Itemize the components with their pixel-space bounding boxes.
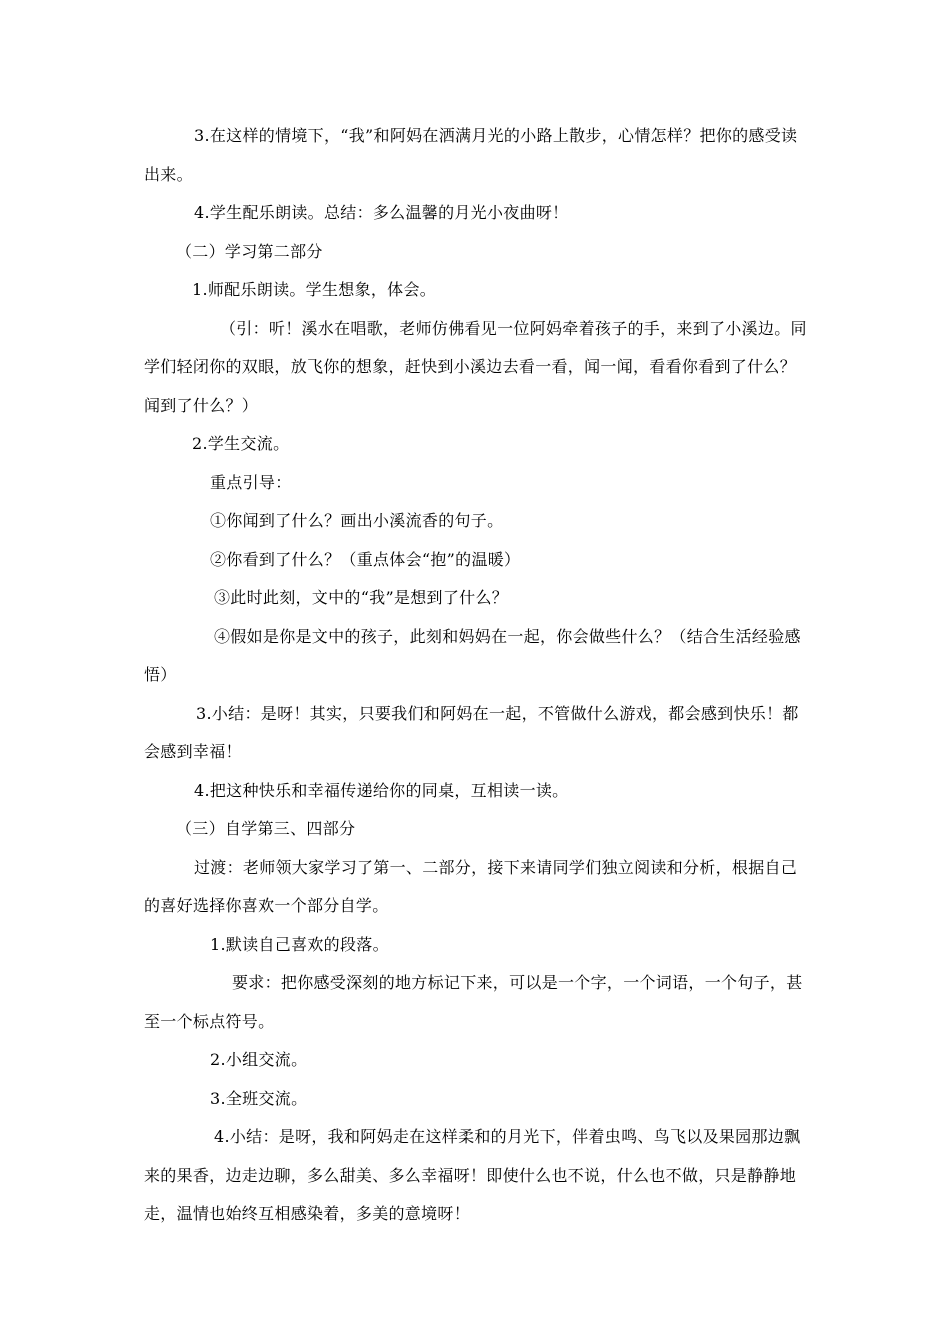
paragraph-class-exchange: 3.全班交流。 (210, 1088, 308, 1108)
paragraph-pass-on-joy: 4.把这种快乐和幸福传递给你的同桌，互相读一读。 (194, 780, 569, 800)
paragraph-silent-reading: 1.默读自己喜欢的段落。 (210, 934, 389, 954)
paragraph-final-summary: 4.小结：是呀，我和阿妈走在这样柔和的月光下，伴着虫鸣、鸟飞以及果园那边飘来的果香，边走边聊，多么甜美、多么幸福呀！即使什么也不说，什么也不做，只是静静地走，温情也始终互相感染着，多美的意境呀！ (144, 1127, 801, 1223)
paragraph-guidance: （引：听！溪水在唱歌，老师仿佛看见一位阿妈牵着孩子的手，来到了小溪边。同学们轻闭你的双眼，放飞你的想象，赶快到小溪边去看一看，闻一闻，看看你看到了什么？闻到了什么？） (144, 318, 807, 415)
paragraph-summary-part-2: 3.小结：是呀！其实，只要我们和阿妈在一起，不管做什么游戏，都会感到快乐！都会感到幸福！ (144, 703, 799, 761)
section-heading-part-2: （二）学习第二部分 (176, 241, 323, 261)
paragraph-key-guidance-label: 重点引导： (210, 472, 292, 492)
paragraph-group-exchange: 2.小组交流。 (210, 1050, 308, 1069)
list-item-question-3: ③此时此刻，文中的“我”是想到了什么？ (214, 588, 509, 607)
paragraph-student-exchange: 2.学生交流。 (192, 434, 290, 453)
list-item-question-2: ②你看到了什么？（重点体会“抱”的温暖） (210, 549, 521, 569)
paragraph-step-4-music-reading: 4.学生配乐朗读。总结：多么温馨的月光小夜曲呀！ (194, 203, 569, 222)
list-item-question-4: ④假如是你是文中的孩子，此刻和妈妈在一起，你会做些什么？（结合生活经验感悟） (144, 626, 801, 684)
document-body (144, 117, 809, 1234)
paragraph-teacher-reading: 1.师配乐朗读。学生想象，体会。 (192, 280, 437, 299)
paragraph-transition: 过渡：老师领大家学习了第一、二部分，接下来请同学们独立阅读和分析，根据自己的喜好选择你喜欢一个部分自学。 (144, 857, 798, 915)
section-heading-part-3-4: （三）自学第三、四部分 (176, 819, 356, 838)
paragraph-requirement: 要求：把你感受深刻的地方标记下来，可以是一个字，一个词语，一个句子，甚至一个标点符号。 (144, 973, 803, 1031)
list-item-question-1: ①你闻到了什么？画出小溪流香的句子。 (210, 511, 504, 530)
paragraph-step-3-reading: 3.在这样的情境下，“我”和阿妈在洒满月光的小路上散步，心情怎样？把你的感受读出来。 (144, 126, 798, 184)
